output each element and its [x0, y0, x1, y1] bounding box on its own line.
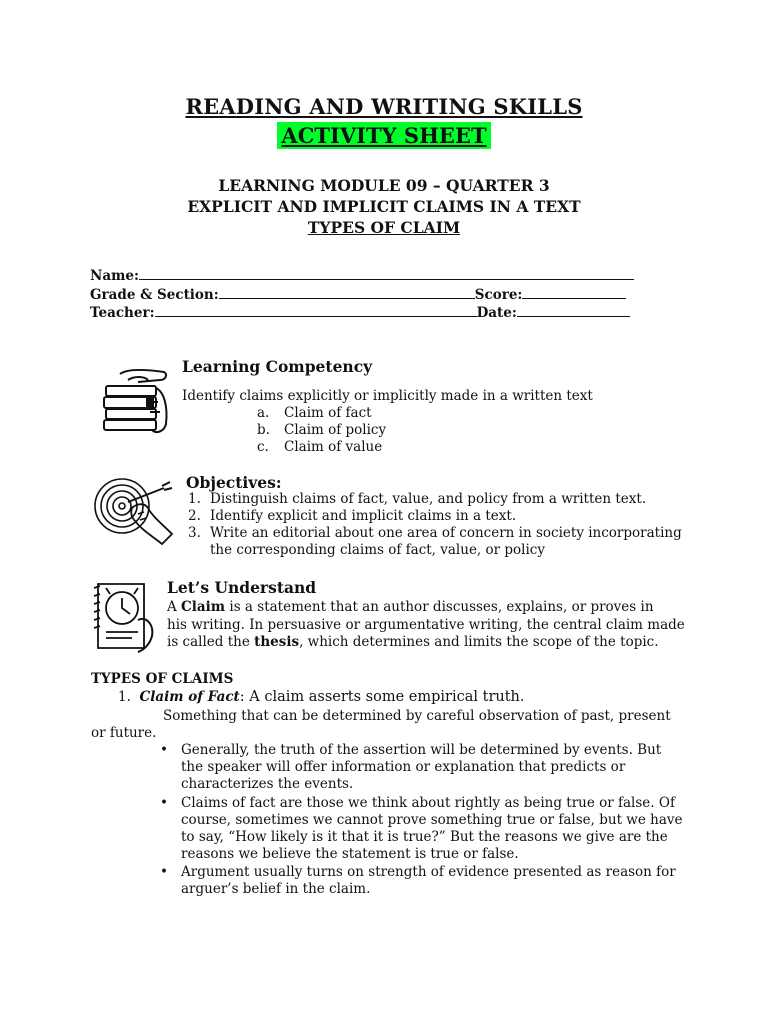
bullet-line: arguer’s belief in the claim. — [181, 881, 371, 897]
list-item: 2. — [188, 508, 201, 524]
bullet-line: Claims of fact are those we think about rightly as being true or false. Of — [181, 795, 675, 811]
grade-label: Grade & Section: — [90, 287, 219, 303]
activity-sheet-label: ACTIVITY SHEET — [277, 122, 490, 149]
subtitle-wrap — [0, 122, 768, 149]
claim-of-fact-item: 1. Claim of Fact: A claim asserts some empirical truth. — [118, 689, 525, 705]
list-item: Distinguish claims of fact, value, and policy from a written text. — [210, 491, 647, 507]
teacher-row — [90, 304, 630, 321]
list-item: Claim of value — [284, 439, 383, 455]
grade-row — [90, 286, 626, 303]
competency-heading: Learning Competency — [182, 357, 373, 376]
date-label: Date: — [476, 305, 517, 321]
topic-label: EXPLICIT AND IMPLICIT CLAIMS IN A TEXT — [187, 197, 581, 216]
grade-field[interactable] — [219, 286, 475, 299]
competency-intro: Identify claims explicitly or implicitly made in a written text — [182, 388, 593, 404]
understand-heading: Let’s Understand — [167, 578, 317, 597]
books-icon — [98, 366, 176, 438]
list-item: Claim of fact — [284, 405, 372, 421]
bullet-line: to say, “How likely is it that it is true?” But the reasons we give are the — [181, 829, 668, 845]
claim-term: Claim — [181, 599, 226, 615]
bullet-line: the speaker will offer information or explanation that predicts or — [181, 759, 626, 775]
objectives-heading: Objectives: — [186, 473, 282, 492]
score-field[interactable] — [522, 286, 626, 299]
name-label: Name: — [90, 268, 139, 284]
list-item: a. — [257, 405, 270, 421]
teacher-field[interactable] — [155, 304, 477, 317]
page-title: READING AND WRITING SKILLS — [185, 94, 583, 119]
list-item: Identify explicit and implicit claims in a text. — [210, 508, 517, 524]
bullet-line: Argument usually turns on strength of evidence presented as reason for — [181, 864, 676, 880]
bullet-icon: • — [160, 795, 168, 811]
name-row — [90, 267, 634, 284]
understand-paragraph-line: is called the thesis, which determines and limits the scope of the topic. — [167, 634, 659, 650]
bullet-icon: • — [160, 864, 168, 880]
name-field[interactable] — [139, 267, 634, 280]
understand-paragraph-line: A Claim is a statement that an author discusses, explains, or proves in — [167, 599, 654, 615]
list-item: c. — [257, 439, 269, 455]
claim-of-fact-desc: Something that can be determined by careful observation of past, present — [163, 708, 671, 724]
list-item: the corresponding claims of fact, value, or policy — [210, 542, 545, 558]
types-heading: TYPES OF CLAIMS — [91, 671, 234, 687]
list-item: b. — [257, 422, 270, 438]
claim-of-fact-desc: or future. — [91, 725, 157, 741]
list-item: 3. — [188, 525, 201, 541]
thesis-term: thesis — [254, 634, 300, 650]
bullet-line: characterizes the events. — [181, 776, 354, 792]
bullet-icon: • — [160, 742, 168, 758]
claim-of-fact-title: Claim of Fact — [139, 689, 240, 705]
clock-paper-icon — [92, 580, 160, 654]
list-item: 1. — [188, 491, 201, 507]
subtopic-label: TYPES OF CLAIM — [307, 218, 461, 237]
understand-paragraph-line: his writing. In persuasive or argumentative writing, the central claim made — [167, 617, 685, 633]
module-label: LEARNING MODULE 09 – QUARTER 3 — [218, 176, 550, 195]
date-field[interactable] — [517, 304, 630, 317]
teacher-label: Teacher: — [90, 305, 155, 321]
target-dart-icon — [92, 474, 180, 548]
list-item: Write an editorial about one area of concern in society incorporating — [210, 525, 682, 541]
list-item: Claim of policy — [284, 422, 387, 438]
bullet-line: reasons we believe the statement is true or false. — [181, 846, 519, 862]
bullet-line: Generally, the truth of the assertion will be determined by events. But — [181, 742, 662, 758]
score-label: Score: — [474, 287, 523, 303]
bullet-line: course, sometimes we cannot prove something true or false, but we have — [181, 812, 683, 828]
